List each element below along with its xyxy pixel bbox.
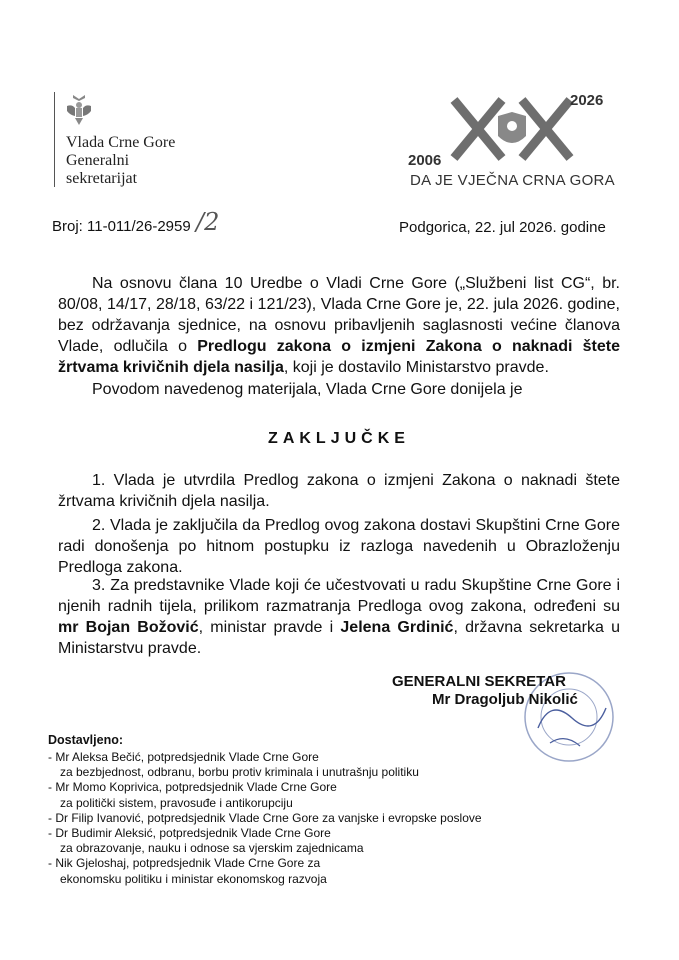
- distribution-line: - Mr Aleksa Bečić, potpredsjednik Vlade Crne Gore: [48, 750, 319, 764]
- signature-name: Mr Dragoljub Nikolić: [432, 691, 578, 708]
- handwritten-suffix: /2: [196, 208, 220, 236]
- logo-motto: DA JE VJEČNA CRNA GORA: [410, 172, 615, 189]
- conclusion-3-text: , državna sekretarka u Ministarstvu pravde.: [58, 619, 621, 657]
- distribution-line: - Dr Budimir Aleksić, potpredsjednik Vlade Crne Gore: [48, 826, 331, 841]
- conclusion-3: [58, 575, 620, 659]
- header-divider: [54, 92, 55, 187]
- intro-paragraph: [58, 273, 620, 378]
- distribution-line: za obrazovanje, nauku i odnose sa vjerskim zajednicama: [60, 841, 364, 856]
- distribution-line: ekonomsku politiku i ministar ekonomskog razvoja: [60, 871, 327, 886]
- distribution-list: [48, 750, 482, 887]
- conclusion-3-text: , ministar pravde i: [198, 619, 341, 636]
- org-line: Generalni: [66, 152, 130, 169]
- intro-law-title: Predlogu zakona o izmjeni Zakona o naknadi štete žrtvama krivičnih djela nasilja: [58, 338, 621, 376]
- representative-name: Jelena Grdinić: [340, 619, 454, 636]
- conclusion-3-text: 3. Za predstavnike Vlade koji će učestvovati u radu Skupštine Crne Gore i njenih radnih tijela, prilikom razmatranja Predloga ovog zakona, određeni su: [58, 577, 620, 615]
- distribution-line: za politički sistem, pravosuđe i antikorupciju: [60, 795, 293, 810]
- organization-name: [66, 134, 175, 188]
- logo-year-end: 2026: [570, 92, 604, 109]
- place-date: Podgorica, 22. jul 2026. godine: [399, 219, 606, 236]
- signature-title: GENERALNI SEKRETAR: [392, 673, 566, 690]
- distribution-line: - Nik Gjeloshaj, potpredsjednik Vlade Crne Gore za: [48, 856, 321, 871]
- coat-of-arms-icon: [64, 92, 94, 128]
- representative-name: mr Bojan Božović: [58, 619, 199, 636]
- distribution-title: Dostavljeno:: [48, 733, 124, 747]
- conclusion-1: 1. Vlada je utvrdila Predlog zakona o izmjeni Zakona o naknadi štete žrtvama krivičnih djela nasilja.: [58, 472, 620, 510]
- intro-text: Na osnovu člana 10 Uredbe o Vladi Crne Gore („Službeni list CG“, br. 80/08, 14/17, 28/18, 63/22 i 121/23), Vlada Crne Gore je, 22. jula 2026. godine, bez održavanja sjednice, na osnovu pribavljenih saglasnosti većine članova Vlade, odlučila o: [58, 275, 620, 355]
- conclusion-2: 2. Vlada je zaključila da Predlog ovog zakona dostavi Skupštini Crne Gore radi donošenja po hitnom postupku iz razloga navedenih u Obrazloženju Predloga zakona.: [58, 517, 620, 576]
- logo-year-start: 2006: [408, 152, 442, 169]
- conclusions-heading: ZAKLJUČKE: [268, 430, 410, 447]
- document-number: Broj: 11-011/26-2959: [52, 218, 191, 235]
- intro-text-end: , koji je dostavilo Ministarstvo pravde.: [283, 359, 549, 376]
- distribution-line: - Dr Filip Ivanović, potpredsjednik Vlade Crne Gore za vanjske i evropske poslove: [48, 810, 482, 825]
- intro-paragraph-2: Povodom navedenog materijala, Vlada Crne Gore donijela je: [92, 381, 523, 398]
- org-line: sekretarijat: [66, 170, 138, 187]
- org-line: Vlada Crne Gore: [66, 134, 176, 151]
- distribution-line: za bezbjednost, odbranu, borbu protiv kriminala i unutrašnju politiku: [60, 765, 419, 780]
- distribution-line: - Mr Momo Koprivica, potpredsjednik Vlade Crne Gore: [48, 780, 337, 795]
